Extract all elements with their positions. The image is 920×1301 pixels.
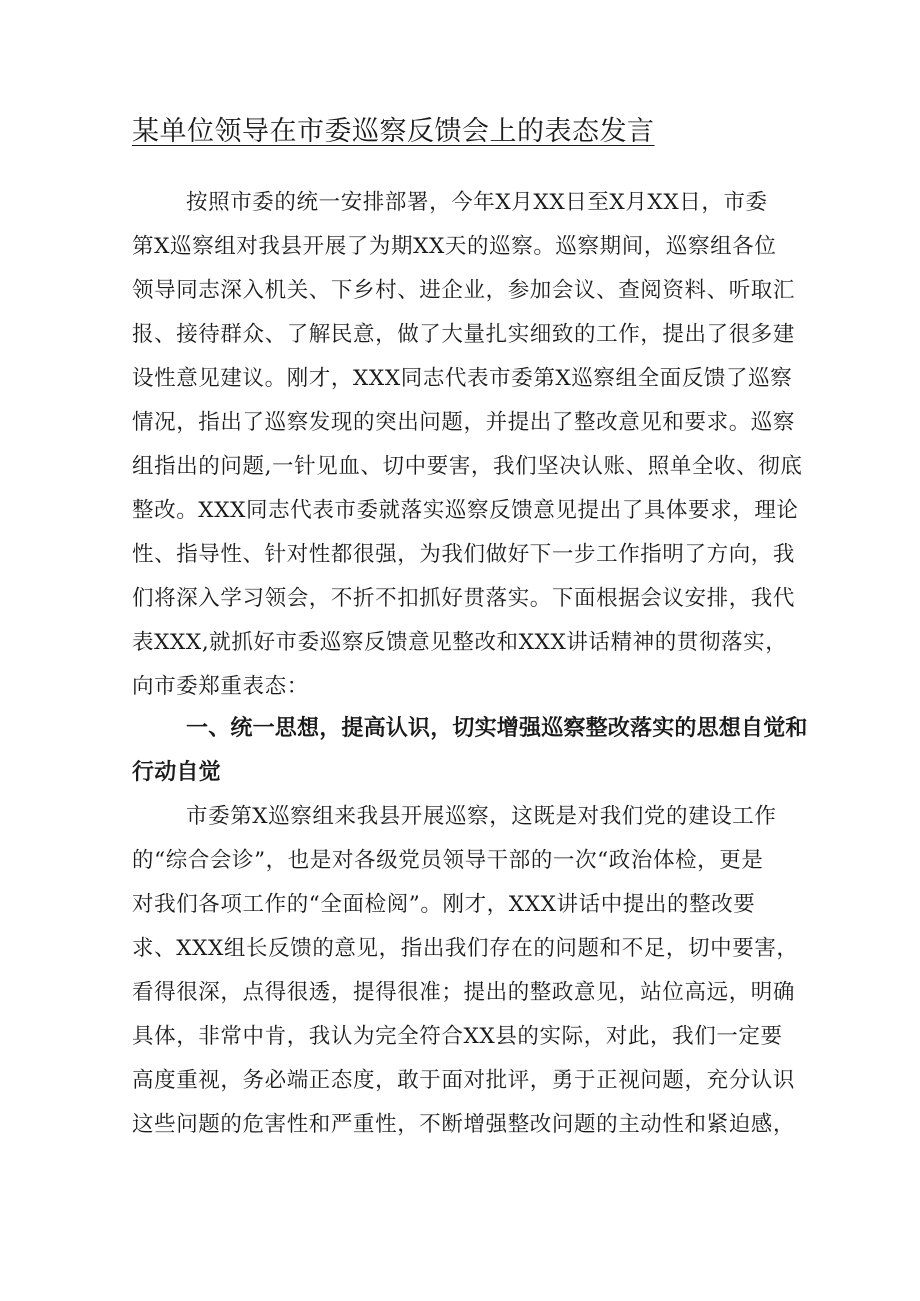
paragraph-line: 这些问题的危害性和严重性，不断增强整改问题的主动性和紧迫感，	[132, 1112, 796, 1137]
paragraph-line: 性、指导性、针对性都很强，为我们做好下一步工作指明了方向，我	[132, 542, 796, 567]
paragraph-line: 设性意见建议。刚才，XXX同志代表市委第X巡察组全面反馈了巡察	[132, 366, 793, 391]
paragraph-line: 求、XXX组长反馈的意见，指出我们存在的问题和不足，切中要害，	[132, 936, 799, 961]
paragraph-line: 看得很深，点得很透，提得很准；提出的整政意见，站位高远，明确	[132, 980, 796, 1005]
paragraph-line: 对我们各项工作的“全面检阅”。刚才，XXX讲话中提出的整改要	[132, 892, 756, 917]
paragraph-line: 按照市委的统一安排部署，今年X月XX日至X月XX日，市委	[186, 190, 768, 215]
section-heading-line: 一、统一思想，提高认识，切实增强巡察整改落实的思想自觉和	[186, 716, 808, 741]
section-heading-line: 行动自觉	[132, 760, 221, 785]
paragraph-line: 的“综合会诊”，也是对各级党员领导干部的一次“政治体检，更是	[132, 848, 764, 873]
paragraph-line: 领导同志深入机关、下乡村、进企业，参加会议、查阅资料、听取汇	[132, 278, 796, 303]
paragraph-line: 向市委郑重表态：	[132, 674, 309, 699]
paragraph-line: 市委第X巡察组来我县开展巡察，这既是对我们党的建设工作	[186, 804, 777, 829]
paragraph-line: 们将深入学习领会，不折不扣抓好贯落实。下面根据会议安排，我代	[132, 586, 796, 611]
document-title: 某单位领导在市委巡察反馈会上的表态发言	[132, 116, 655, 147]
paragraph-line: 具体，非常中肯，我认为完全符合XX县的实际，对此，我们一定要	[132, 1024, 783, 1049]
paragraph-line: 第X巡察组对我县开展了为期XX天的巡察。巡察期间，巡察组各位	[132, 234, 777, 259]
paragraph-line: 高度重视，务必端正态度，敢于面对批评，勇于正视问题，充分认识	[132, 1068, 796, 1093]
paragraph-line: 表XXX,就抓好市委巡察反馈意见整改和XXX讲话精神的贯彻落实，	[132, 630, 788, 655]
paragraph-line: 报、接待群众、了解民意，做了大量扎实细致的工作，提出了很多建	[132, 322, 796, 347]
paragraph-line: 情况，指出了巡察发现的突出问题，并提出了整改意见和要求。巡察	[132, 410, 796, 435]
paragraph-line: 整改。XXX同志代表市委就落实巡察反馈意见提出了具体要求，理论	[132, 498, 799, 523]
paragraph-line: 组指出的问题,一针见血、切中要害，我们坚决认账、照单全收、彻底	[132, 454, 803, 479]
